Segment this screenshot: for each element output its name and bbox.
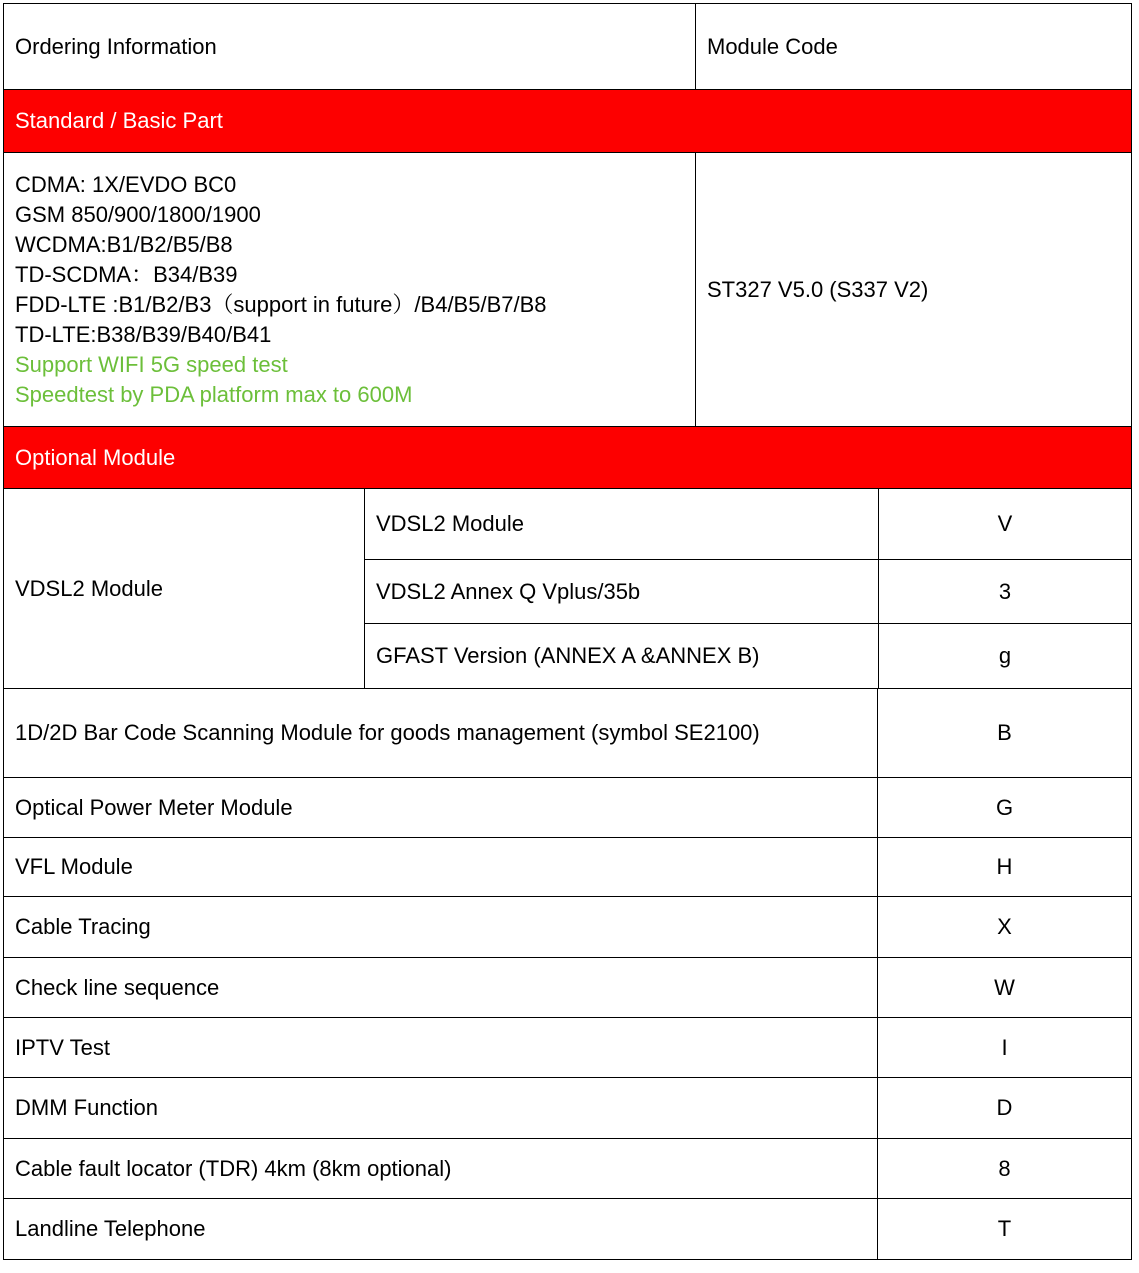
module-name: Cable Tracing [15, 914, 151, 939]
module-row [3, 958, 1132, 1018]
module-code-header: Module Code [695, 4, 1131, 89]
vdsl-subrow [364, 489, 1131, 560]
module-row [3, 838, 1132, 897]
spec-line: TD-LTE:B38/B39/B40/B41 [15, 321, 272, 347]
optional-section-title: Optional Module [15, 444, 176, 470]
module-name: Landline Telephone [15, 1216, 206, 1241]
highlight-line: Support WIFI 5G speed test [15, 351, 288, 377]
header-row [3, 3, 1132, 90]
module-code: W [877, 958, 1131, 1017]
module-row [3, 1078, 1132, 1139]
vdsl-item-code: 3 [878, 560, 1131, 623]
standard-section-title: Standard / Basic Part [15, 108, 223, 133]
standard-section-header [3, 90, 1132, 153]
standard-specs-cell [4, 153, 695, 426]
ordering-info-header: Ordering Information [15, 33, 217, 59]
vdsl-item-name: VDSL2 Module [376, 511, 524, 536]
module-code: I [877, 1018, 1131, 1077]
module-code: 8 [877, 1139, 1131, 1198]
vdsl-item-code: V [878, 489, 1131, 559]
module-code: G [877, 778, 1131, 837]
module-name: 1D/2D Bar Code Scanning Module for goods management (symbol SE2100) [15, 720, 760, 745]
spec-line: WCDMA:B1/B2/B5/B8 [15, 231, 233, 257]
module-row [3, 897, 1132, 958]
standard-specs-row [3, 153, 1132, 427]
module-name: VFL Module [15, 854, 133, 879]
module-row [3, 1139, 1132, 1199]
highlight-line: Speedtest by PDA platform max to 600M [15, 381, 413, 407]
standard-code-cell: ST327 V5.0 (S337 V2) [695, 153, 1131, 426]
vdsl-group [3, 489, 1132, 689]
module-row [3, 689, 1132, 778]
spec-line: GSM 850/900/1800/1900 [15, 201, 261, 227]
module-code: X [877, 897, 1131, 957]
module-code: H [877, 838, 1131, 896]
module-code: B [877, 689, 1131, 777]
optional-section-header [3, 427, 1132, 489]
module-name: IPTV Test [15, 1034, 110, 1060]
vdsl-item-name: GFAST Version (ANNEX A &ANNEX B) [376, 643, 760, 668]
module-name: DMM Function [15, 1095, 159, 1120]
module-code: D [877, 1078, 1131, 1138]
vdsl-group-label: VDSL2 Module [15, 575, 163, 601]
module-row [3, 1199, 1132, 1260]
module-row [3, 1018, 1132, 1078]
vdsl-subrow [364, 560, 1131, 624]
vdsl-item-code: g [878, 624, 1131, 688]
vdsl-item-name: VDSL2 Annex Q Vplus/35b [376, 578, 641, 604]
module-name: Optical Power Meter Module [15, 794, 293, 820]
spec-line: CDMA: 1X/EVDO BC0 [15, 171, 237, 197]
vdsl-subrow [364, 624, 1131, 688]
module-name: Cable fault locator (TDR) 4km (8km optional) [15, 1155, 452, 1181]
module-row [3, 778, 1132, 838]
spec-line: TD-SCDMA：B34/B39 [15, 261, 238, 287]
module-code: T [877, 1199, 1131, 1259]
module-name: Check line sequence [15, 974, 220, 1000]
spec-line: FDD-LTE :B1/B2/B3（support in future）/B4/B5/B7/B8 [15, 291, 547, 317]
